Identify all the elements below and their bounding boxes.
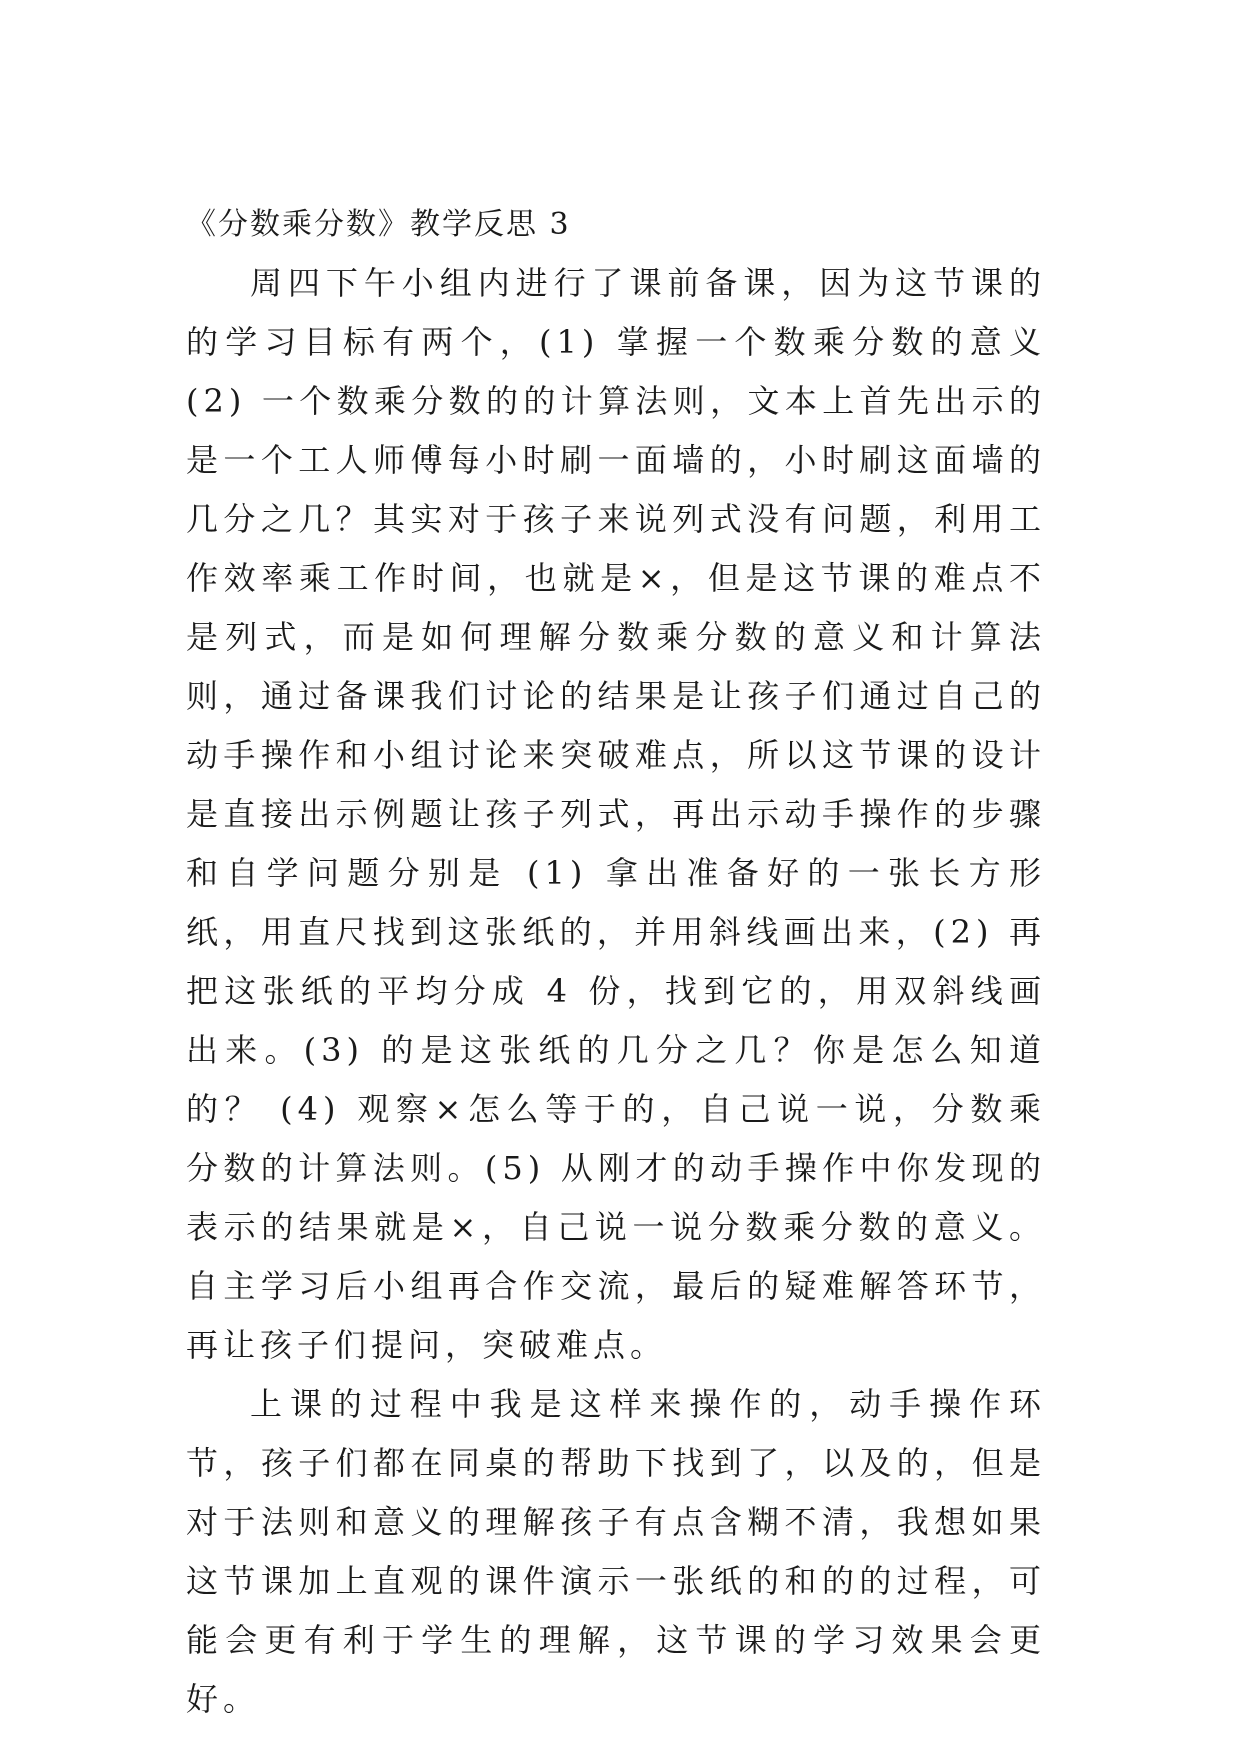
document-title: 《分数乘分数》教学反思 3 xyxy=(186,207,571,242)
document-body xyxy=(186,196,1046,1729)
paragraph-class-reflection: 上课的过程中我是这样来操作的，动手操作环节，孩子们都在同桌的帮助下找到了，以及的，但是对于法则和意义的理解孩子有点含糊不清，我想如果这节课加上直观的课件演示一张纸的和的的过程，可能会更有利于学生的理解，这节课的学习效果会更好。 xyxy=(186,1385,1046,1718)
paragraph-lesson-preparation: 周四下午小组内进行了课前备课，因为这节课的的学习目标有两个，(1) 掌握一个数乘分数的意义 (2) 一个数乘分数的的计算法则，文本上首先出示的是一个工人师傅每小时刷一面墙的，小时刷这面墙的几分之几？其实对于孩子来说列式没有问题，利用工作效率乘工作时间，也就是×，但是这节课的难点不是列式，而是如何理解分数乘分数的意义和计算法则，通过备课我们讨论的结果是让孩子们通过自己的动手操作和小组讨论来突破难点，所以这节课的设计是直接出示例题让孩子列式，再出示动手操作的步骤和自学问题分别是 (1) 拿出准备好的一张长方形纸，用直尺找到这张纸的，并用斜线画出来，(2) 再把这张纸的平均分成 4 份，找到它的，用双斜线画出来。(3) 的是这张纸的几分之几？你是怎么知道的？ (4) 观察×怎么等于的，自己说一说，分数乘分数的计算法则。(5) 从刚才的动手操作中你发现的表示的结果就是×，自己说一说分数乘分数的意义。自主学习后小组再合作交流，最后的疑难解答环节，再让孩子们提问，突破难点。 xyxy=(186,264,1046,1364)
